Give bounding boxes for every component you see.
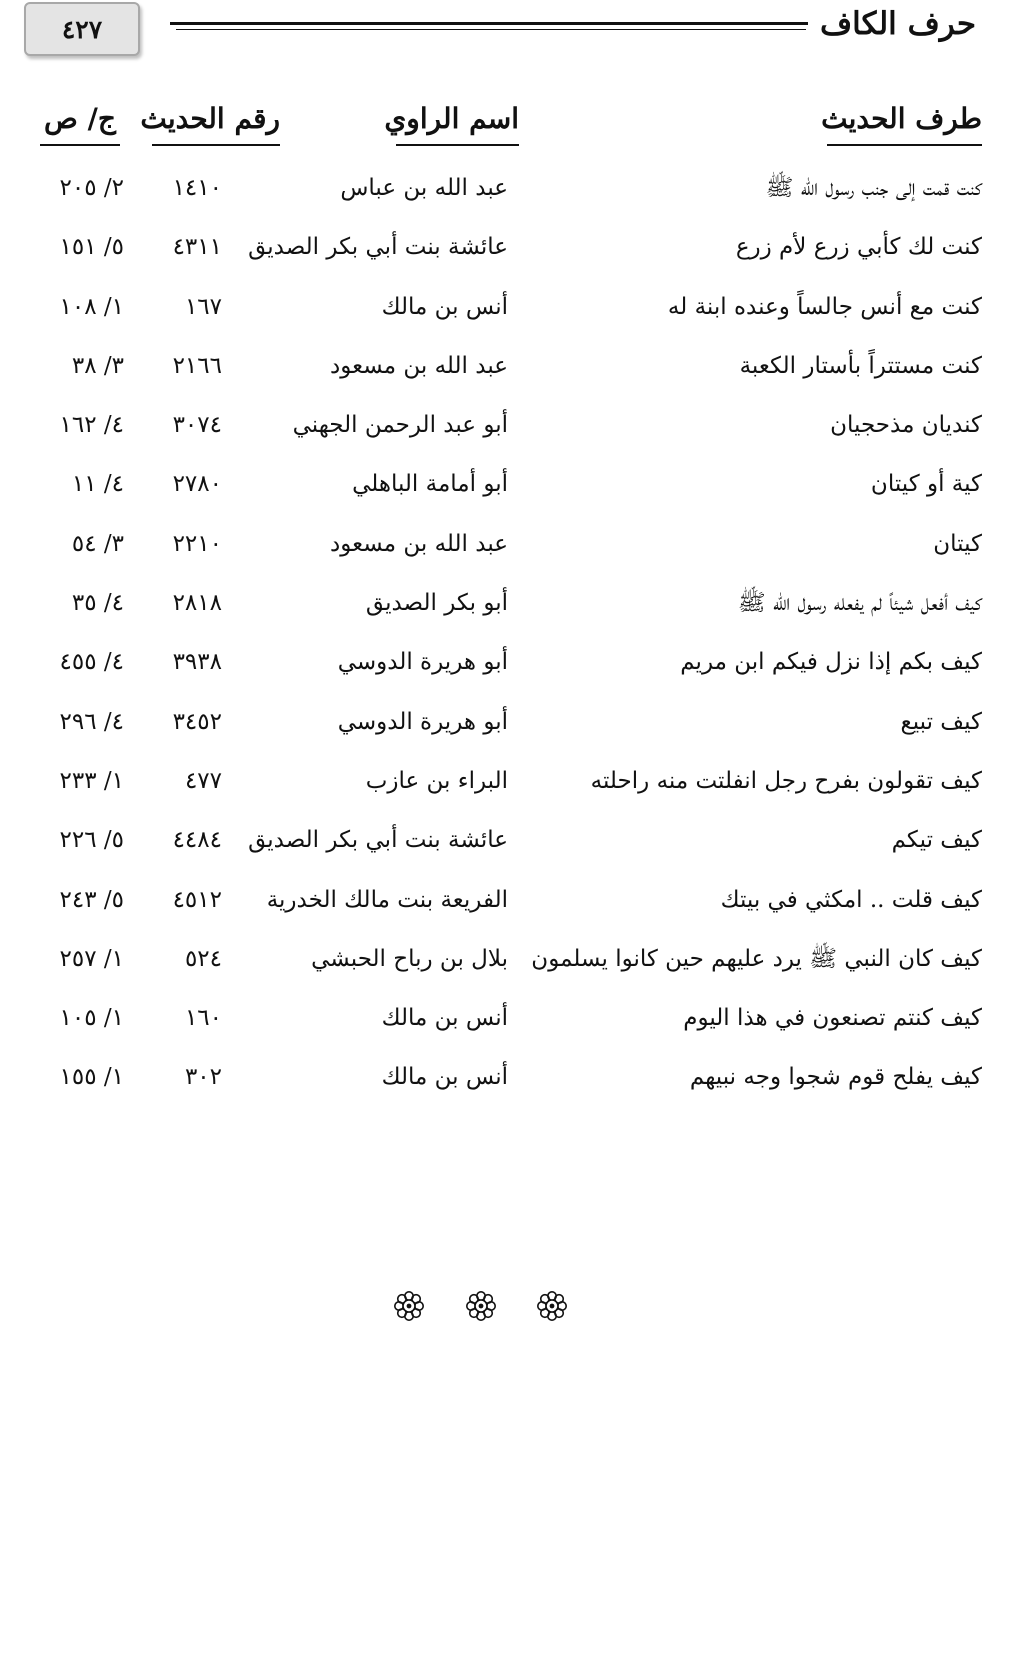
hadith-number: ٥٢٤ bbox=[184, 945, 222, 972]
table-row bbox=[0, 1057, 1010, 1116]
hadith-number: ١٦٠ bbox=[184, 1005, 222, 1032]
hadith-text: كنت لك كأبي زرع لأم زرع bbox=[735, 234, 982, 261]
narrator-name: البراء بن عازب bbox=[365, 767, 508, 794]
table-row bbox=[0, 583, 1010, 642]
volume-page: ١/ ٢٥٧ bbox=[59, 945, 124, 972]
volume-page: ٤/ ١٦٢ bbox=[59, 412, 124, 439]
volume-page: ١/ ٢٣٣ bbox=[59, 767, 124, 794]
hadith-text: كيف يفلح قوم شجوا وجه نبيهم bbox=[689, 1064, 982, 1091]
hadith-number: ٤٧٧ bbox=[184, 767, 222, 794]
volume-page: ٤/ ١١ bbox=[71, 471, 124, 498]
volume-page: ٤/ ٤٥٥ bbox=[59, 649, 124, 676]
hadith-text: كيف بكم إذا نزل فيكم ابن مريم bbox=[680, 649, 982, 676]
table-row bbox=[0, 761, 1010, 820]
hadith-text: كنت قمت إلى جنب رسول الله ﷺ bbox=[765, 175, 982, 201]
hadith-text: كية أو كيتان bbox=[870, 471, 982, 498]
hadith-text: كيتان bbox=[933, 530, 982, 557]
table-row bbox=[0, 227, 1010, 286]
hadith-number: ٢١٦٦ bbox=[172, 352, 222, 379]
hadith-number: ٤٤٨٤ bbox=[172, 827, 222, 854]
volume-page: ٤/ ٢٩٦ bbox=[59, 708, 124, 735]
hadith-number: ٢٧٨٠ bbox=[172, 471, 222, 498]
table-row bbox=[0, 702, 1010, 761]
hadith-text: كنت مستتراً بأستار الكعبة bbox=[739, 352, 982, 379]
column-header-hadith-number: رقم الحديث bbox=[152, 100, 280, 146]
table-row bbox=[0, 168, 1010, 227]
end-ornaments bbox=[0, 1290, 1010, 1330]
header-rule bbox=[176, 29, 806, 30]
hadith-text: كنت مع أنس جالساً وعنده ابنة له bbox=[667, 293, 982, 320]
table-row bbox=[0, 998, 1010, 1057]
hadith-text: كيف قلت .. امكثي في بيتك bbox=[720, 886, 982, 913]
volume-page: ٥/ ٢٢٦ bbox=[59, 827, 124, 854]
hadith-number: ١٦٧ bbox=[184, 293, 222, 320]
hadith-number: ٤٥١٢ bbox=[172, 886, 222, 913]
hadith-number: ٢٢١٠ bbox=[172, 530, 222, 557]
rosette-ornament-icon bbox=[465, 1290, 497, 1322]
narrator-name: عائشة بنت أبي بكر الصديق bbox=[248, 827, 508, 854]
column-header-hadith: طرف الحديث bbox=[827, 100, 982, 146]
narrator-name: أبو عبد الرحمن الجهني bbox=[292, 412, 508, 439]
hadith-text: كيف أفعل شيئاً لم يفعله رسول الله ﷺ bbox=[737, 590, 982, 617]
narrator-name: أنس بن مالك bbox=[381, 1005, 508, 1032]
volume-page: ٤/ ٣٥ bbox=[71, 590, 124, 617]
hadith-text: كيف كان النبي ﷺ يرد عليهم حين كانوا يسلمون bbox=[531, 945, 982, 972]
header-rule bbox=[170, 22, 808, 25]
volume-page: ٥/ ١٥١ bbox=[59, 234, 124, 261]
table-row bbox=[0, 939, 1010, 998]
column-header-narrator: اسم الراوي bbox=[396, 100, 519, 146]
volume-page: ١/ ١٠٥ bbox=[59, 1005, 124, 1032]
hadith-text: كيف كنتم تصنعون في هذا اليوم bbox=[683, 1005, 982, 1032]
page-number-badge bbox=[24, 2, 140, 56]
narrator-name: أبو هريرة الدوسي bbox=[337, 708, 508, 735]
table-row bbox=[0, 464, 1010, 523]
table-row bbox=[0, 287, 1010, 346]
rosette-ornament-icon bbox=[536, 1290, 568, 1322]
page-number: ٤٢٧ bbox=[61, 14, 103, 44]
column-header-volume-page: ج/ ص bbox=[40, 100, 120, 146]
rosette-ornament-icon bbox=[393, 1290, 425, 1322]
table-row bbox=[0, 524, 1010, 583]
narrator-name: أبو بكر الصديق bbox=[365, 590, 508, 617]
volume-page: ٣/ ٣٨ bbox=[71, 352, 124, 379]
hadith-number: ٤٣١١ bbox=[172, 234, 222, 261]
hadith-index-table bbox=[0, 168, 1010, 1117]
hadith-text: كنديان مذحجيان bbox=[830, 412, 982, 439]
hadith-number: ٣٤٥٢ bbox=[172, 708, 222, 735]
hadith-number: ١٤١٠ bbox=[172, 175, 222, 201]
table-row bbox=[0, 642, 1010, 701]
narrator-name: أبو هريرة الدوسي bbox=[337, 649, 508, 676]
narrator-name: أنس بن مالك bbox=[381, 1064, 508, 1091]
volume-page: ٥/ ٢٤٣ bbox=[59, 886, 124, 913]
table-row bbox=[0, 405, 1010, 464]
table-row bbox=[0, 880, 1010, 939]
hadith-number: ٢٨١٨ bbox=[172, 590, 222, 617]
volume-page: ٣/ ٥٤ bbox=[71, 530, 124, 557]
narrator-name: عائشة بنت أبي بكر الصديق bbox=[248, 234, 508, 261]
volume-page: ٢/ ٢٠٥ bbox=[59, 175, 124, 201]
narrator-name: عبد الله بن عباس bbox=[340, 175, 508, 201]
hadith-number: ٣٩٣٨ bbox=[172, 649, 222, 676]
volume-page: ١/ ١٥٥ bbox=[59, 1064, 124, 1091]
volume-page: ١/ ١٠٨ bbox=[59, 293, 124, 320]
hadith-text: كيف تبيع bbox=[900, 708, 982, 735]
page-title: حرف الكاف bbox=[820, 6, 976, 42]
narrator-name: عبد الله بن مسعود bbox=[330, 352, 508, 379]
narrator-name: بلال بن رباح الحبشي bbox=[311, 945, 508, 972]
narrator-name: عبد الله بن مسعود bbox=[330, 530, 508, 557]
table-row bbox=[0, 820, 1010, 879]
hadith-text: كيف تقولون بفرح رجل انفلتت منه راحلته bbox=[590, 767, 982, 794]
narrator-name: أبو أمامة الباهلي bbox=[352, 471, 508, 498]
narrator-name: أنس بن مالك bbox=[381, 293, 508, 320]
narrator-name: الفريعة بنت مالك الخدرية bbox=[266, 886, 508, 913]
hadith-text: كيف تيكم bbox=[891, 827, 982, 854]
table-row bbox=[0, 346, 1010, 405]
hadith-number: ٣٠٢ bbox=[184, 1064, 222, 1091]
hadith-number: ٣٠٧٤ bbox=[172, 412, 222, 439]
